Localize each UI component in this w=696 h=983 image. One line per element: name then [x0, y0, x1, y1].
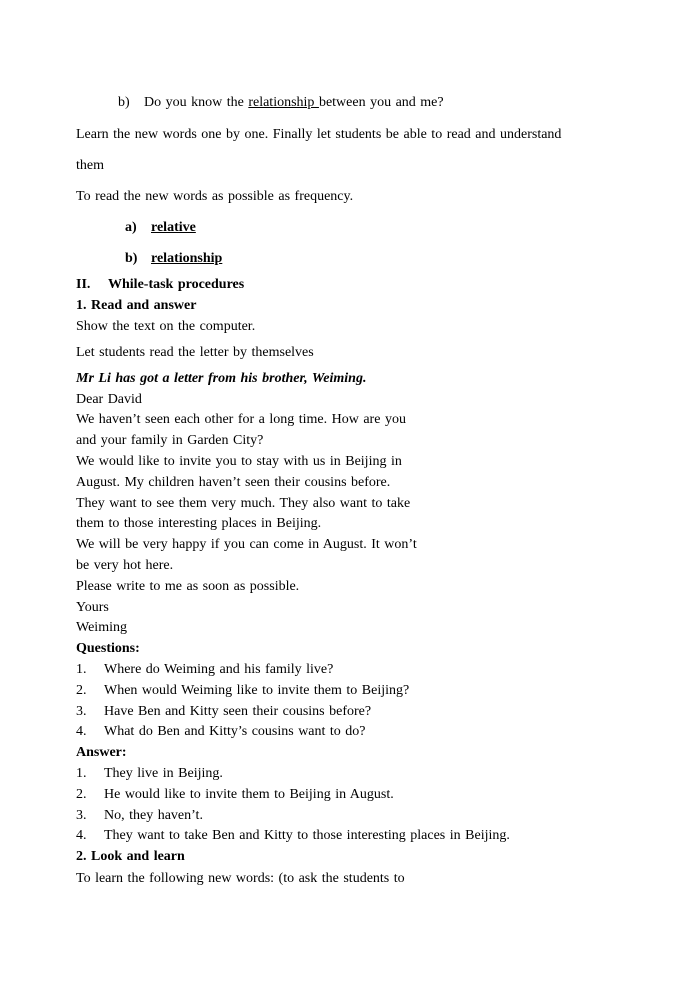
learn-instruction-line-1: Learn the new words one by one. Finally let students be able to read and understand	[76, 127, 562, 142]
list-number: 1.	[76, 662, 87, 677]
question-text-pre: Do you know the	[144, 95, 249, 110]
let-read-line: Let students read the letter by themselves	[76, 345, 314, 360]
letter-line: They want to see them very much. They also want to take	[76, 496, 411, 511]
intro-question-b	[118, 94, 444, 112]
list-number: 3.	[76, 704, 87, 719]
letter-line: and your family in Garden City?	[76, 433, 264, 448]
list-number: 2.	[76, 683, 87, 698]
list-marker: b)	[118, 95, 130, 110]
answer-item	[76, 807, 203, 825]
letter-line: them to those interesting places in Beijing.	[76, 516, 322, 531]
questions-label: Questions:	[76, 641, 140, 656]
question-item	[76, 703, 371, 721]
vocab-word: relative	[151, 220, 196, 235]
list-number: 2.	[76, 787, 87, 802]
list-number: 4.	[76, 828, 87, 843]
letter-line: Please write to me as soon as possible.	[76, 579, 300, 594]
list-number: 1.	[76, 766, 87, 781]
question-item	[76, 682, 409, 700]
learn-instruction-line-2: them	[76, 158, 104, 173]
read-instruction: To read the new words as possible as frequency.	[76, 189, 354, 204]
list-marker: b)	[125, 251, 138, 266]
list-number: 4.	[76, 724, 87, 739]
question-text: When would Weiming like to invite them to Beijing?	[104, 683, 410, 698]
vocab-item-b	[125, 250, 222, 268]
answer-item	[76, 827, 510, 845]
answer-item	[76, 786, 394, 804]
subheading-look-learn: 2. Look and learn	[76, 849, 185, 864]
underlined-word: relationship	[248, 95, 319, 110]
section-heading	[76, 276, 244, 294]
list-number: 3.	[76, 808, 87, 823]
letter-line: Yours	[76, 600, 109, 615]
answer-text: He would like to invite them to Beijing in August.	[104, 787, 394, 802]
question-item	[76, 723, 366, 741]
list-marker: a)	[125, 220, 137, 235]
letter-line: Dear David	[76, 392, 142, 407]
letter-line: Weiming	[76, 620, 127, 635]
section-title: While-task procedures	[108, 277, 245, 292]
letter-line: August. My children haven’t seen their cousins before.	[76, 475, 391, 490]
show-text-line: Show the text on the computer.	[76, 319, 256, 334]
subheading-read-answer: 1. Read and answer	[76, 298, 197, 313]
letter-line: We haven’t seen each other for a long time. How are you	[76, 412, 406, 427]
letter-line: We would like to invite you to stay with us in Beijing in	[76, 454, 402, 469]
answer-text: They live in Beijing.	[104, 766, 223, 781]
answer-text: They want to take Ben and Kitty to those interesting places in Beijing.	[104, 828, 510, 843]
question-text-post: between you and me?	[318, 95, 444, 110]
letter-title: Mr Li has got a letter from his brother, Weiming.	[76, 371, 367, 386]
section-numeral: II.	[76, 277, 91, 292]
answer-label: Answer:	[76, 745, 127, 760]
question-text: Have Ben and Kitty seen their cousins before?	[104, 704, 372, 719]
letter-line: be very hot here.	[76, 558, 174, 573]
question-item	[76, 661, 333, 679]
learn-following-line: To learn the following new words: (to ask the students to	[76, 871, 405, 886]
vocab-item-a	[125, 219, 196, 237]
question-text: Where do Weiming and his family live?	[104, 662, 334, 677]
letter-line: We will be very happy if you can come in August. It won’t	[76, 537, 417, 552]
answer-item	[76, 765, 223, 783]
vocab-word: relationship	[151, 251, 223, 266]
answer-text: No, they haven’t.	[104, 808, 203, 823]
question-text: What do Ben and Kitty’s cousins want to do?	[104, 724, 366, 739]
